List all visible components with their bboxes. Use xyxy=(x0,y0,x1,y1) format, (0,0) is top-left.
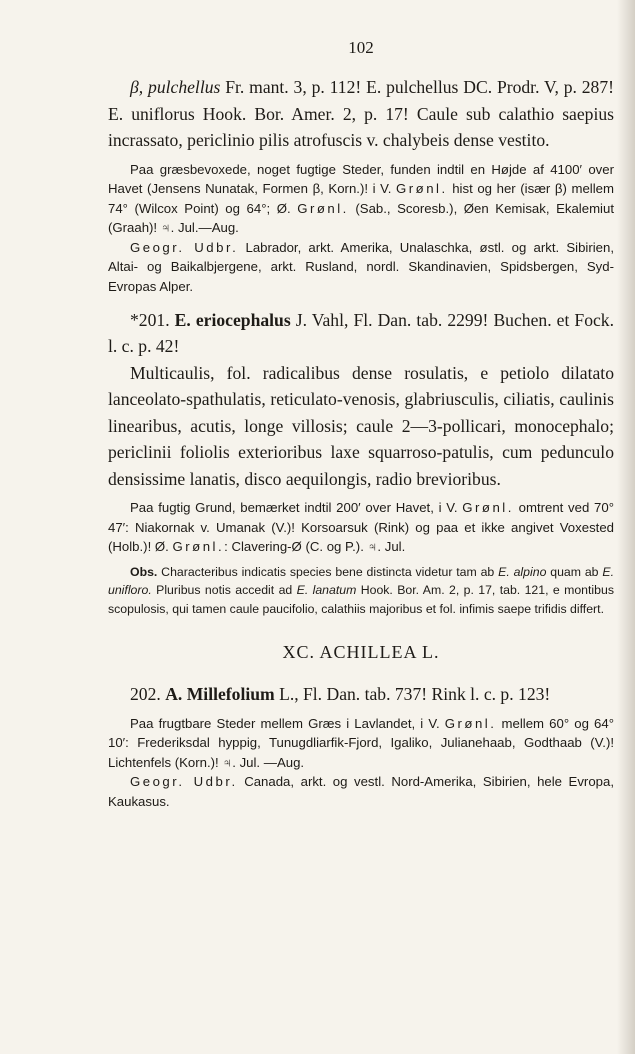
variety-citation: Fr. mant. 3, p. 112! E. pulchellus DC. Prodr. V, p. 287! E. uniflorus Hook. Bor. Amer. 2, p. 17! Caule sub calathio saepius incrassato, periclinio pilis atrofuscis v. chalybeis dense vestito. xyxy=(108,77,614,150)
habitat-text: hist og her (især β) mellem 74° (Wilcox Point) og 64°; Ø. xyxy=(108,181,614,216)
habitat-text: Jul. —Aug. xyxy=(235,754,305,770)
habitat-201 xyxy=(108,498,614,557)
habitat-text: Jul. xyxy=(381,539,406,555)
entry-number: *201. xyxy=(130,309,170,330)
page-edge-shadow xyxy=(617,0,635,1054)
habitat-text: Paa frugtbare Steder mellem Græs i Lavlandet, i V. xyxy=(130,715,445,731)
species-citation: J. Vahl, Fl. Dan. tab. 2299! Buchen. et Fock. l. c. p. 42! xyxy=(108,309,615,357)
habitat-201a xyxy=(108,160,614,238)
section-heading: XC. ACHILLEA L. xyxy=(282,642,440,663)
greenland-label: Grønl. xyxy=(395,181,448,197)
entry-number: 202. xyxy=(130,684,161,705)
obs-label: Obs. xyxy=(130,564,158,579)
obs-text: Hook. Bor. Am. 2, p. 17, tab. 121, e montibus scopulosis, qui tamen caule paucifolio, calathiis majoribus et fol. infimis saepe trifidis differt. xyxy=(108,583,614,616)
entry-201-heading xyxy=(108,307,614,360)
geography-label: Geogr. Udbr. xyxy=(130,239,239,255)
habitat-text: (Sab., Scoresb.), Øen Kemisak, Ekalemiut (Graah)! xyxy=(108,200,614,236)
book-page xyxy=(108,38,614,812)
greenland-label: Grønl. xyxy=(444,715,497,731)
perennial-symbol-icon: ♃. xyxy=(222,754,236,770)
obs-species: E. unifloro. xyxy=(108,564,614,598)
habitat-text: Jul.—Aug. xyxy=(174,220,239,236)
observation-note xyxy=(108,563,614,618)
geography-202 xyxy=(108,772,614,811)
geography-text: Canada, arkt. og vestl. Nord-Amerika, Sibirien, hele Evropa, Kaukasus. xyxy=(108,774,614,810)
entry-201-description: Multicaulis, fol. radicalibus dense rosulatis, e petiolo dilatato lanceolato-spathulatis, reticulato-venosis, glabriusculis, ciliatis, caulinis linearibus, acutis, longe villosis; caule 2—3-pollicari, monocephalo; periclinii foliolis exterioribus laxe squarroso-patulis, cum pedunculo densissime lanatis, disco aequilongis, radio brevioribus. xyxy=(108,362,614,489)
variety-beta-paragraph xyxy=(108,74,614,154)
geography-label: Geogr. Udbr. xyxy=(130,774,238,790)
obs-species: E. lanatum xyxy=(296,583,357,598)
habitat-text: Paa græsbevoxede, noget fugtige Steder, funden indtil en Højde af 4100′ over Havet (Jensens Nunatak, Formen β, Korn.)! i V. xyxy=(108,161,614,197)
greenland-label: Grønl. xyxy=(172,539,225,555)
obs-text: Characteribus indicatis species bene distincta videtur tam ab xyxy=(157,564,499,579)
variety-symbol: β, xyxy=(130,77,144,97)
variety-name: pulchellus xyxy=(148,77,221,97)
geography-text: Labrador, arkt. Amerika, Unalaschka, østl. og arkt. Sibirien, Altai- og Baikalbjergene, arkt. Rusland, nordl. Skandinavien, Spidsbergen, Syd-Evropas Alper. xyxy=(108,239,614,295)
page-number: 102 xyxy=(348,38,374,57)
habitat-text: mellem 60° og 64° 10′: Frederiksdal hyppig, Tunugdliarfik-Fjord, Igaliko, Julianehaab, Godthaab (V.)! Lichtenfels (Korn.)! xyxy=(108,715,614,770)
species-citation: L., Fl. Dan. tab. 737! Rink l. c. p. 123! xyxy=(274,684,551,705)
obs-text: quam ab xyxy=(546,564,603,579)
habitat-202 xyxy=(108,714,614,773)
geography-201a xyxy=(108,238,614,297)
habitat-text: : Clavering-Ø (C. og P.). xyxy=(224,539,368,555)
obs-text: Pluribus notis accedit ad xyxy=(151,583,297,598)
species-name: A. Millefolium xyxy=(165,684,275,705)
habitat-text: omtrent ved 70° 47′: Niakornak v. Umanak (V.)! Korsoarsuk (Rink) og paa et ikke angivet Voxested (Holb.)! Ø. xyxy=(108,500,614,555)
species-name: E. eriocephalus xyxy=(174,309,291,330)
greenland-label: Grønl. xyxy=(297,200,349,216)
habitat-text: Paa fugtig Grund, bemærket indtil 200′ over Havet, i V. xyxy=(130,500,463,516)
obs-species: E. alpino xyxy=(498,564,547,579)
perennial-symbol-icon: ♃. xyxy=(367,539,382,555)
perennial-symbol-icon: ♃. xyxy=(160,220,175,236)
entry-202-heading xyxy=(108,681,614,708)
greenland-label: Grønl. xyxy=(462,500,514,516)
